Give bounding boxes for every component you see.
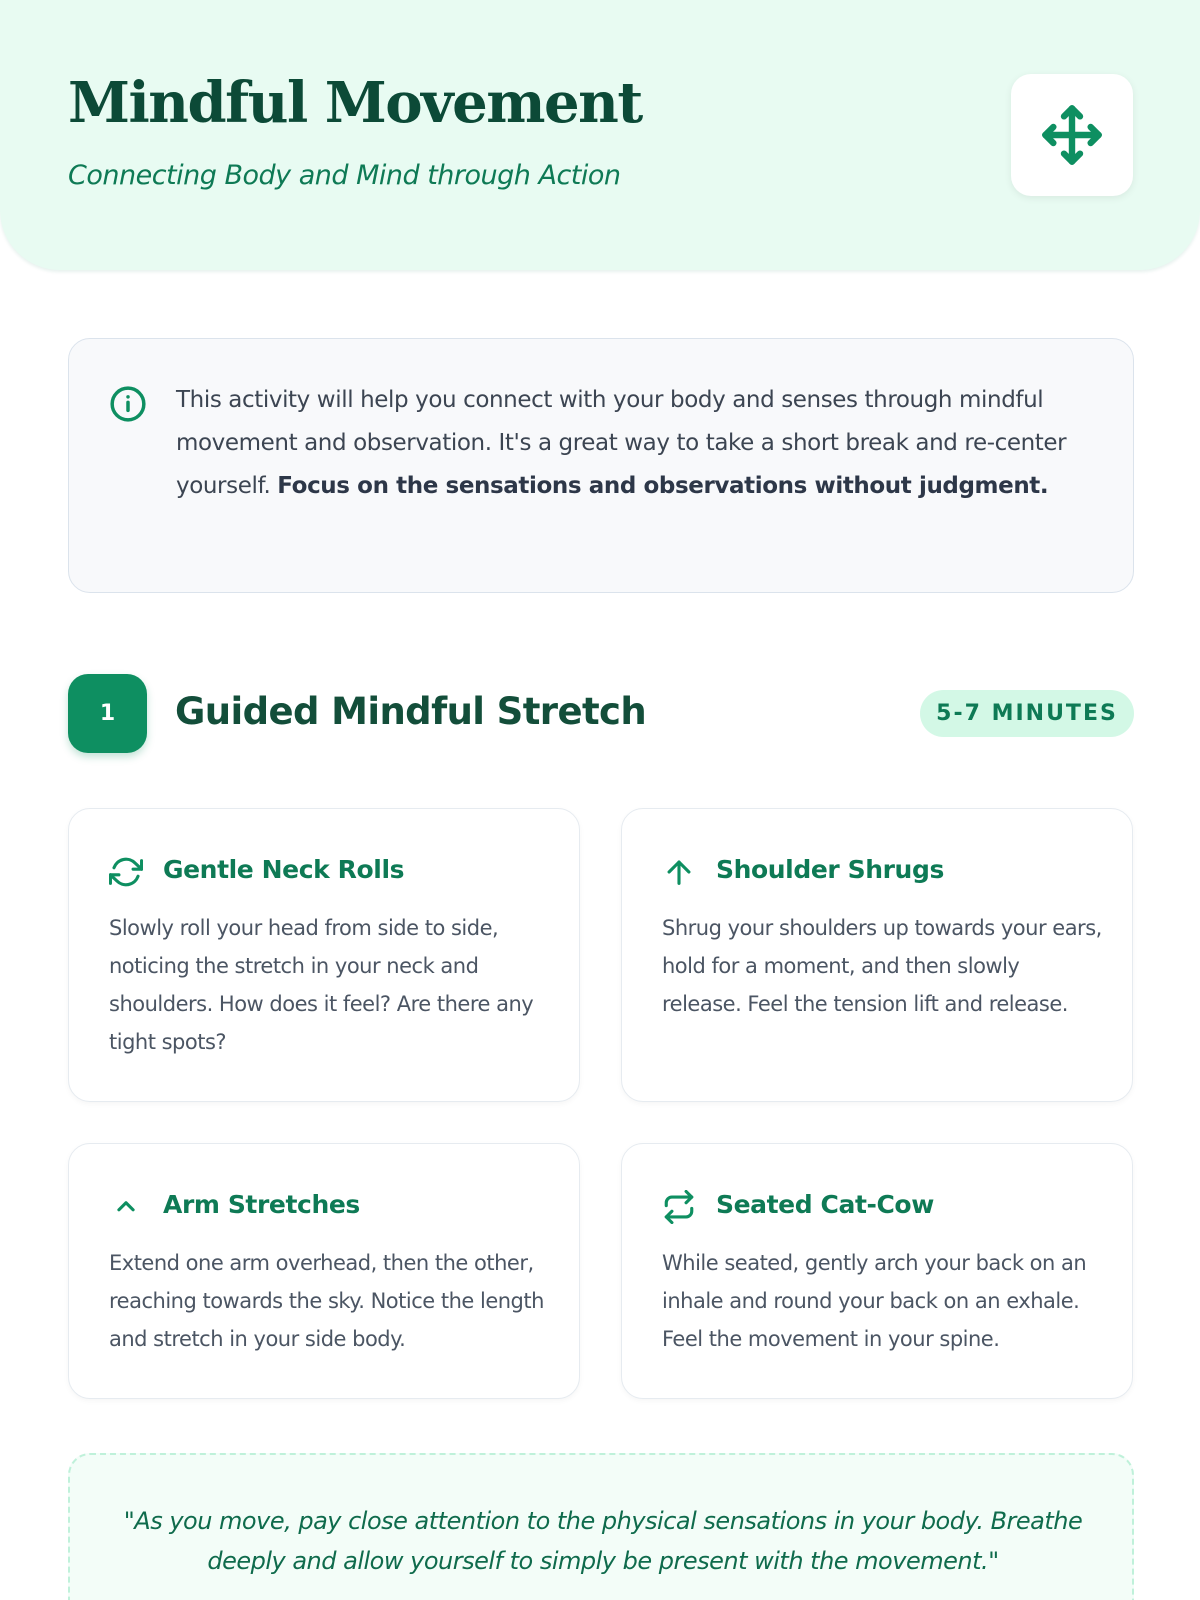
duration-badge: 5-7 MINUTES: [920, 690, 1134, 737]
card-description: While seated, gently arch your back on an inhale and round your back on an exhale. Feel the movement in your spine.: [662, 1251, 1087, 1351]
move-arrows-icon: [1040, 103, 1104, 167]
card-description: Shrug your shoulders up towards your ears, hold for a moment, and then slowly release. Feel the tension lift and release.: [662, 916, 1102, 1016]
repeat-icon: [662, 1190, 696, 1224]
card-title: Shoulder Shrugs: [716, 855, 944, 884]
card-title: Arm Stretches: [163, 1190, 360, 1219]
exercise-card-seated-cat-cow: [621, 1143, 1133, 1399]
info-emphasis: Focus on the sensations and observations without judgment.: [277, 473, 1049, 499]
card-title: Seated Cat-Cow: [716, 1190, 934, 1219]
quote-callout: [68, 1453, 1134, 1600]
info-circle-icon: [109, 385, 147, 423]
section-number-badge: 1: [68, 674, 147, 753]
section-title: Guided Mindful Stretch: [175, 690, 647, 733]
info-callout: [68, 338, 1134, 593]
exercise-card-neck-rolls: [68, 808, 580, 1102]
info-text: [176, 379, 1096, 508]
header-icon-box: [1011, 74, 1133, 196]
exercise-card-arm-stretches: [68, 1143, 580, 1399]
card-title: Gentle Neck Rolls: [163, 855, 405, 884]
card-description: Slowly roll your head from side to side, noticing the stretch in your neck and shoulders. How does it feel? Are there any tight spots?: [109, 916, 534, 1054]
info-body: This activity will help you connect with your body and senses through mindful movement and observation. It's a great way to take a short break and re-center yourself.: [176, 387, 1067, 499]
card-description: Extend one arm overhead, then the other, reaching towards the sky. Notice the length and stretch in your side body.: [109, 1251, 544, 1351]
exercise-card-shoulder-shrugs: [621, 808, 1133, 1102]
page-subtitle: Connecting Body and Mind through Action: [68, 160, 621, 191]
chevron-up-icon: [109, 1190, 143, 1224]
page-title: Mindful Movement: [68, 70, 642, 136]
page-header: [0, 0, 1200, 270]
arrow-up-icon: [662, 855, 696, 889]
refresh-icon: [109, 855, 143, 889]
quote-text: "As you move, pay close attention to the physical sensations in your body. Breathe deeply and allow yourself to simply be present with the movement.": [123, 1507, 1083, 1575]
